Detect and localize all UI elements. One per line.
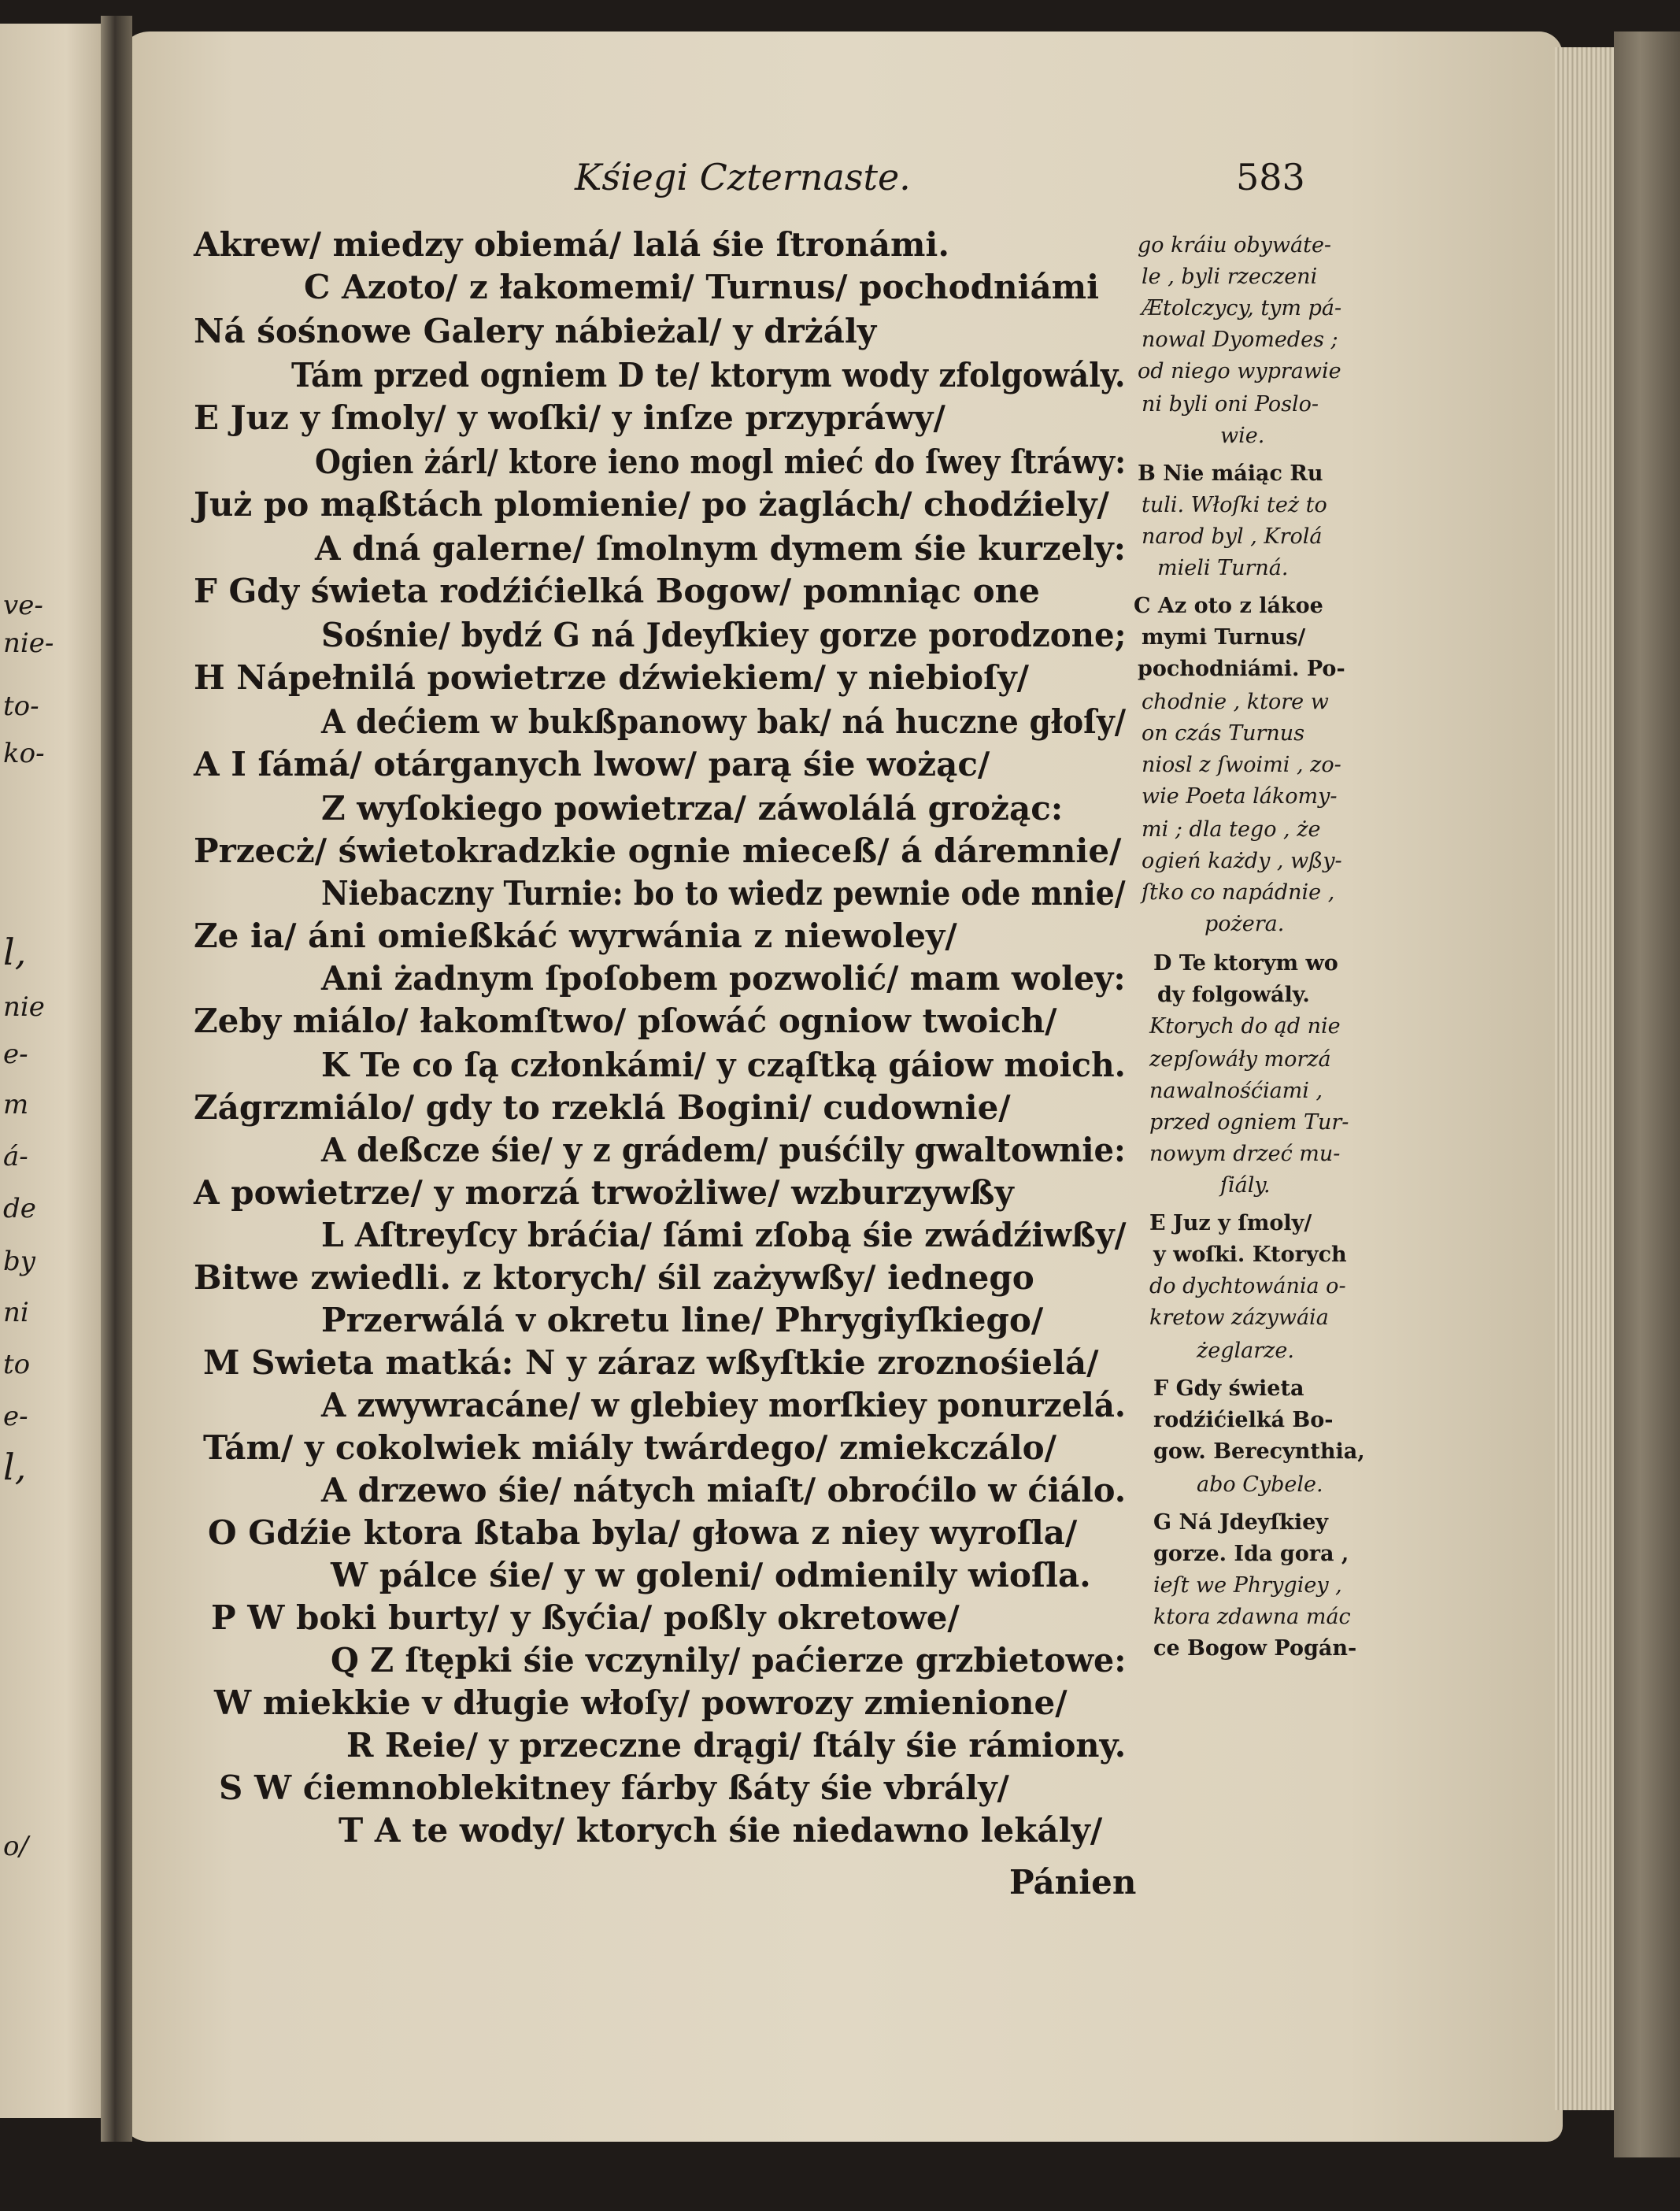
margin-note-line: pochodniámi. Po- bbox=[1138, 657, 1345, 681]
verse-line: Ze ia/ áni omießkáć wyrwánia z niewoley/ bbox=[194, 917, 957, 955]
margin-note-line: tuli. Włoſki też to bbox=[1142, 493, 1327, 517]
margin-note-line: nowym drzeć mu- bbox=[1149, 1142, 1341, 1166]
verse-line: A I ſámá/ otárganych lwow/ parą śie wożąc/ bbox=[194, 745, 990, 783]
margin-note-line: ſtko co napádnie , bbox=[1142, 880, 1335, 905]
margin-note-line: E Juz y ſmoly/ bbox=[1149, 1211, 1312, 1235]
margin-note-line: D Te ktorym wo bbox=[1153, 951, 1338, 976]
margin-note-line: go kráiu obywáte- bbox=[1138, 233, 1332, 257]
verse-line: R Reie/ y przeczne drągi/ ſtály śie rámiony. bbox=[346, 1726, 1127, 1765]
left-fragment: ni bbox=[3, 1297, 29, 1328]
margin-note-line: ieſt we Phrygiey , bbox=[1153, 1573, 1342, 1598]
margin-note-line: G Ná Jdeyſkiey bbox=[1153, 1510, 1328, 1535]
margin-note-line: B Nie máiąc Ru bbox=[1138, 461, 1323, 486]
margin-note-line: przed ogniem Tur- bbox=[1149, 1110, 1349, 1135]
margin-note-line: y woſki. Ktorych bbox=[1153, 1243, 1347, 1267]
margin-note-line: zepſowáły morzá bbox=[1149, 1047, 1331, 1072]
verse-line: K Te co ſą członkámi/ y cząſtką gáiow moich. bbox=[321, 1046, 1126, 1084]
verse-line: Ani żadnym ſpoſobem pozwolić/ mam woley: bbox=[321, 959, 1126, 998]
verse-line: Przecż/ świetokradzkie ognie mieceß/ á dáremnie/ bbox=[194, 831, 1122, 870]
page-number: 583 bbox=[1236, 156, 1305, 198]
margin-note-line: ogień każdy , wßy- bbox=[1142, 849, 1342, 873]
verse-line: Tám przed ogniem D te/ ktorym wody zfolgowály. bbox=[291, 356, 1126, 394]
margin-note-line: C Az oto z lákoe bbox=[1134, 594, 1323, 618]
margin-note-line: gorze. Ida gora , bbox=[1153, 1542, 1349, 1566]
verse-line: A dećiem w bukßpanowy bak/ ná huczne głoſy/ bbox=[321, 702, 1127, 741]
margin-note-line: ſiály. bbox=[1220, 1173, 1271, 1198]
margin-note-line: gow. Berecynthia, bbox=[1153, 1439, 1365, 1464]
verse-line: Przerwálá v okretu line/ Phrygiyſkiego/ bbox=[321, 1301, 1044, 1339]
left-fragment: ve- bbox=[3, 590, 43, 621]
margin-note-line: żeglarze. bbox=[1197, 1339, 1294, 1363]
margin-note-line: ce Bogow Pogán- bbox=[1153, 1636, 1357, 1661]
verse-line: H Nápełnilá powietrze dźwiekiem/ y niebioſy/ bbox=[194, 658, 1029, 697]
margin-note-line: on czás Turnus bbox=[1142, 721, 1305, 746]
left-fragment: to bbox=[3, 1349, 31, 1380]
left-fragment: o/ bbox=[3, 1831, 28, 1862]
margin-note-line: mi ; dla tego , że bbox=[1142, 817, 1321, 842]
verse-line: A drzewo śie/ nátych miaſt/ obroćilo w ćiálo. bbox=[321, 1471, 1127, 1509]
verse-line: Z wyſokiego powietrza/ záwolálá grożąc: bbox=[321, 789, 1064, 828]
verse-line: W miekkie v długie włoſy/ powrozy zmienione/ bbox=[214, 1683, 1068, 1722]
verse-line: T A te wody/ ktorych śie niedawno lekály/ bbox=[339, 1811, 1103, 1850]
margin-note-line: chodnie , ktore w bbox=[1142, 690, 1329, 714]
left-fragment: m bbox=[3, 1089, 29, 1120]
margin-note-line: wie Poeta lákomy- bbox=[1142, 784, 1338, 809]
left-page-edge bbox=[0, 24, 110, 2118]
verse-line: C Azoto/ z łakomemi/ Turnus/ pochodniámi bbox=[304, 268, 1100, 306]
left-fragment: l, bbox=[3, 1446, 27, 1488]
verse-line: Q Z ſtępki śie vczynily/ paćierze grzbietowe: bbox=[331, 1641, 1127, 1680]
left-fragment: by bbox=[3, 1246, 35, 1277]
margin-note-line: nowal Dyomedes ; bbox=[1142, 328, 1338, 352]
margin-note-line: nawalnośćiami , bbox=[1149, 1079, 1323, 1103]
catchword: Pánien bbox=[1009, 1863, 1137, 1902]
margin-note-line: niosl z ſwoimi , zo- bbox=[1142, 753, 1341, 777]
margin-note-line: Ætolczycy, tym pá- bbox=[1142, 296, 1342, 320]
verse-line: Ogien żárl/ ktore ieno mogl mieć do ſwey ſtráwy: bbox=[315, 443, 1127, 481]
margin-note-line: rodźićielká Bo- bbox=[1153, 1408, 1334, 1432]
margin-note-line: narod byl , Krolá bbox=[1142, 524, 1323, 549]
margin-note-line: dy folgowály. bbox=[1157, 983, 1310, 1007]
margin-note-line: ktora zdawna mác bbox=[1153, 1605, 1351, 1629]
verse-line: Bitwe zwiedli. z ktorych/ śil zażywßy/ iednego bbox=[194, 1258, 1034, 1297]
margin-note-line: abo Cybele. bbox=[1197, 1472, 1323, 1497]
running-title: Kśiegi Czternaste. bbox=[575, 156, 911, 198]
verse-line: M Swieta matká: N y záraz wßyſtkie zroznośielá/ bbox=[203, 1343, 1099, 1382]
margin-note-line: mieli Turná. bbox=[1157, 556, 1289, 580]
left-fragment: nie bbox=[3, 991, 45, 1023]
margin-note-line: le , byli rzeczeni bbox=[1142, 265, 1318, 289]
verse-line: Ná śośnowe Galery nábieżal/ y drżály bbox=[194, 312, 877, 350]
verse-line: O Gdźie ktora ßtaba byla/ głowa z niey wyroſla/ bbox=[208, 1513, 1078, 1552]
left-fragment: nie- bbox=[3, 628, 54, 659]
margin-note-line: od niego wyprawie bbox=[1138, 359, 1341, 383]
verse-line: Tám/ y cokolwiek miály twárdego/ zmiekczálo/ bbox=[203, 1428, 1057, 1467]
verse-line: Zágrzmiálo/ gdy to rzeklá Bogini/ cudownie/ bbox=[194, 1088, 1011, 1127]
left-fragment: e- bbox=[3, 1401, 28, 1432]
verse-line: A deßcze śie/ y z grádem/ puśćily gwaltownie: bbox=[321, 1131, 1126, 1169]
verse-line: P W boki burty/ y ßyćia/ poßly okretowe/ bbox=[211, 1598, 960, 1637]
margin-note-line: Ktorych do ąd nie bbox=[1149, 1014, 1341, 1039]
verse-line: Niebaczny Turnie: bo to wiedz pewnie ode mnie/ bbox=[321, 874, 1126, 913]
verse-line: Sośnie/ bydź G ná Jdeyſkiey gorze porodzone; bbox=[321, 616, 1127, 654]
verse-line: E Juz y ſmoly/ y woſki/ y inſze przypráwy/ bbox=[194, 398, 945, 437]
left-fragment: ko- bbox=[3, 738, 45, 769]
verse-line: W pálce śie/ y w goleni/ odmienily wioſla. bbox=[331, 1556, 1091, 1594]
margin-note-line: do dychtowánia o- bbox=[1149, 1274, 1346, 1298]
verse-line: A dná galerne/ ſmolnym dymem śie kurzely: bbox=[315, 529, 1127, 568]
margin-note-line: mymi Turnus/ bbox=[1142, 625, 1306, 650]
margin-note-line: kretow zázywáia bbox=[1149, 1305, 1329, 1330]
left-fragment: to- bbox=[3, 691, 39, 722]
margin-note-line: F Gdy świeta bbox=[1153, 1376, 1304, 1401]
verse-line: Zeby miálo/ łakomſtwo/ pſowáć ogniow twoich/ bbox=[194, 1002, 1057, 1040]
left-fragment: l, bbox=[3, 931, 27, 973]
verse-line: F Gdy świeta rodźićielká Bogow/ pomniąc one bbox=[194, 572, 1040, 610]
left-fragment: á- bbox=[3, 1141, 28, 1172]
margin-note-line: ni byli oni Poslo- bbox=[1142, 392, 1319, 417]
book-gutter bbox=[101, 16, 132, 2142]
verse-line: A powietrze/ y morzá trwożliwe/ wzburzywßy bbox=[194, 1173, 1014, 1212]
margin-note-line: wie. bbox=[1220, 424, 1265, 448]
left-fragment: de bbox=[3, 1193, 36, 1224]
verse-line: S W ćiemnoblekitney fárby ßáty śie vbrály/ bbox=[219, 1768, 1009, 1807]
verse-line: Już po mąßtách plomienie/ po żaglách/ chodźiely/ bbox=[194, 485, 1109, 524]
book-cover bbox=[1614, 31, 1680, 2157]
margin-note-line: pożera. bbox=[1204, 912, 1285, 936]
verse-line: L Aſtreyſcy bráćia/ ſámi zſobą śie zwádźiwßy/ bbox=[321, 1216, 1127, 1254]
verse-line: A zwywracáne/ w glebiey morſkiey ponurzelá. bbox=[321, 1386, 1126, 1424]
left-fragment: e- bbox=[3, 1039, 28, 1070]
page-edges bbox=[1555, 47, 1618, 2110]
verse-line: Akrew/ miedzy obiemá/ lalá śie ſtronámi. bbox=[194, 225, 949, 264]
